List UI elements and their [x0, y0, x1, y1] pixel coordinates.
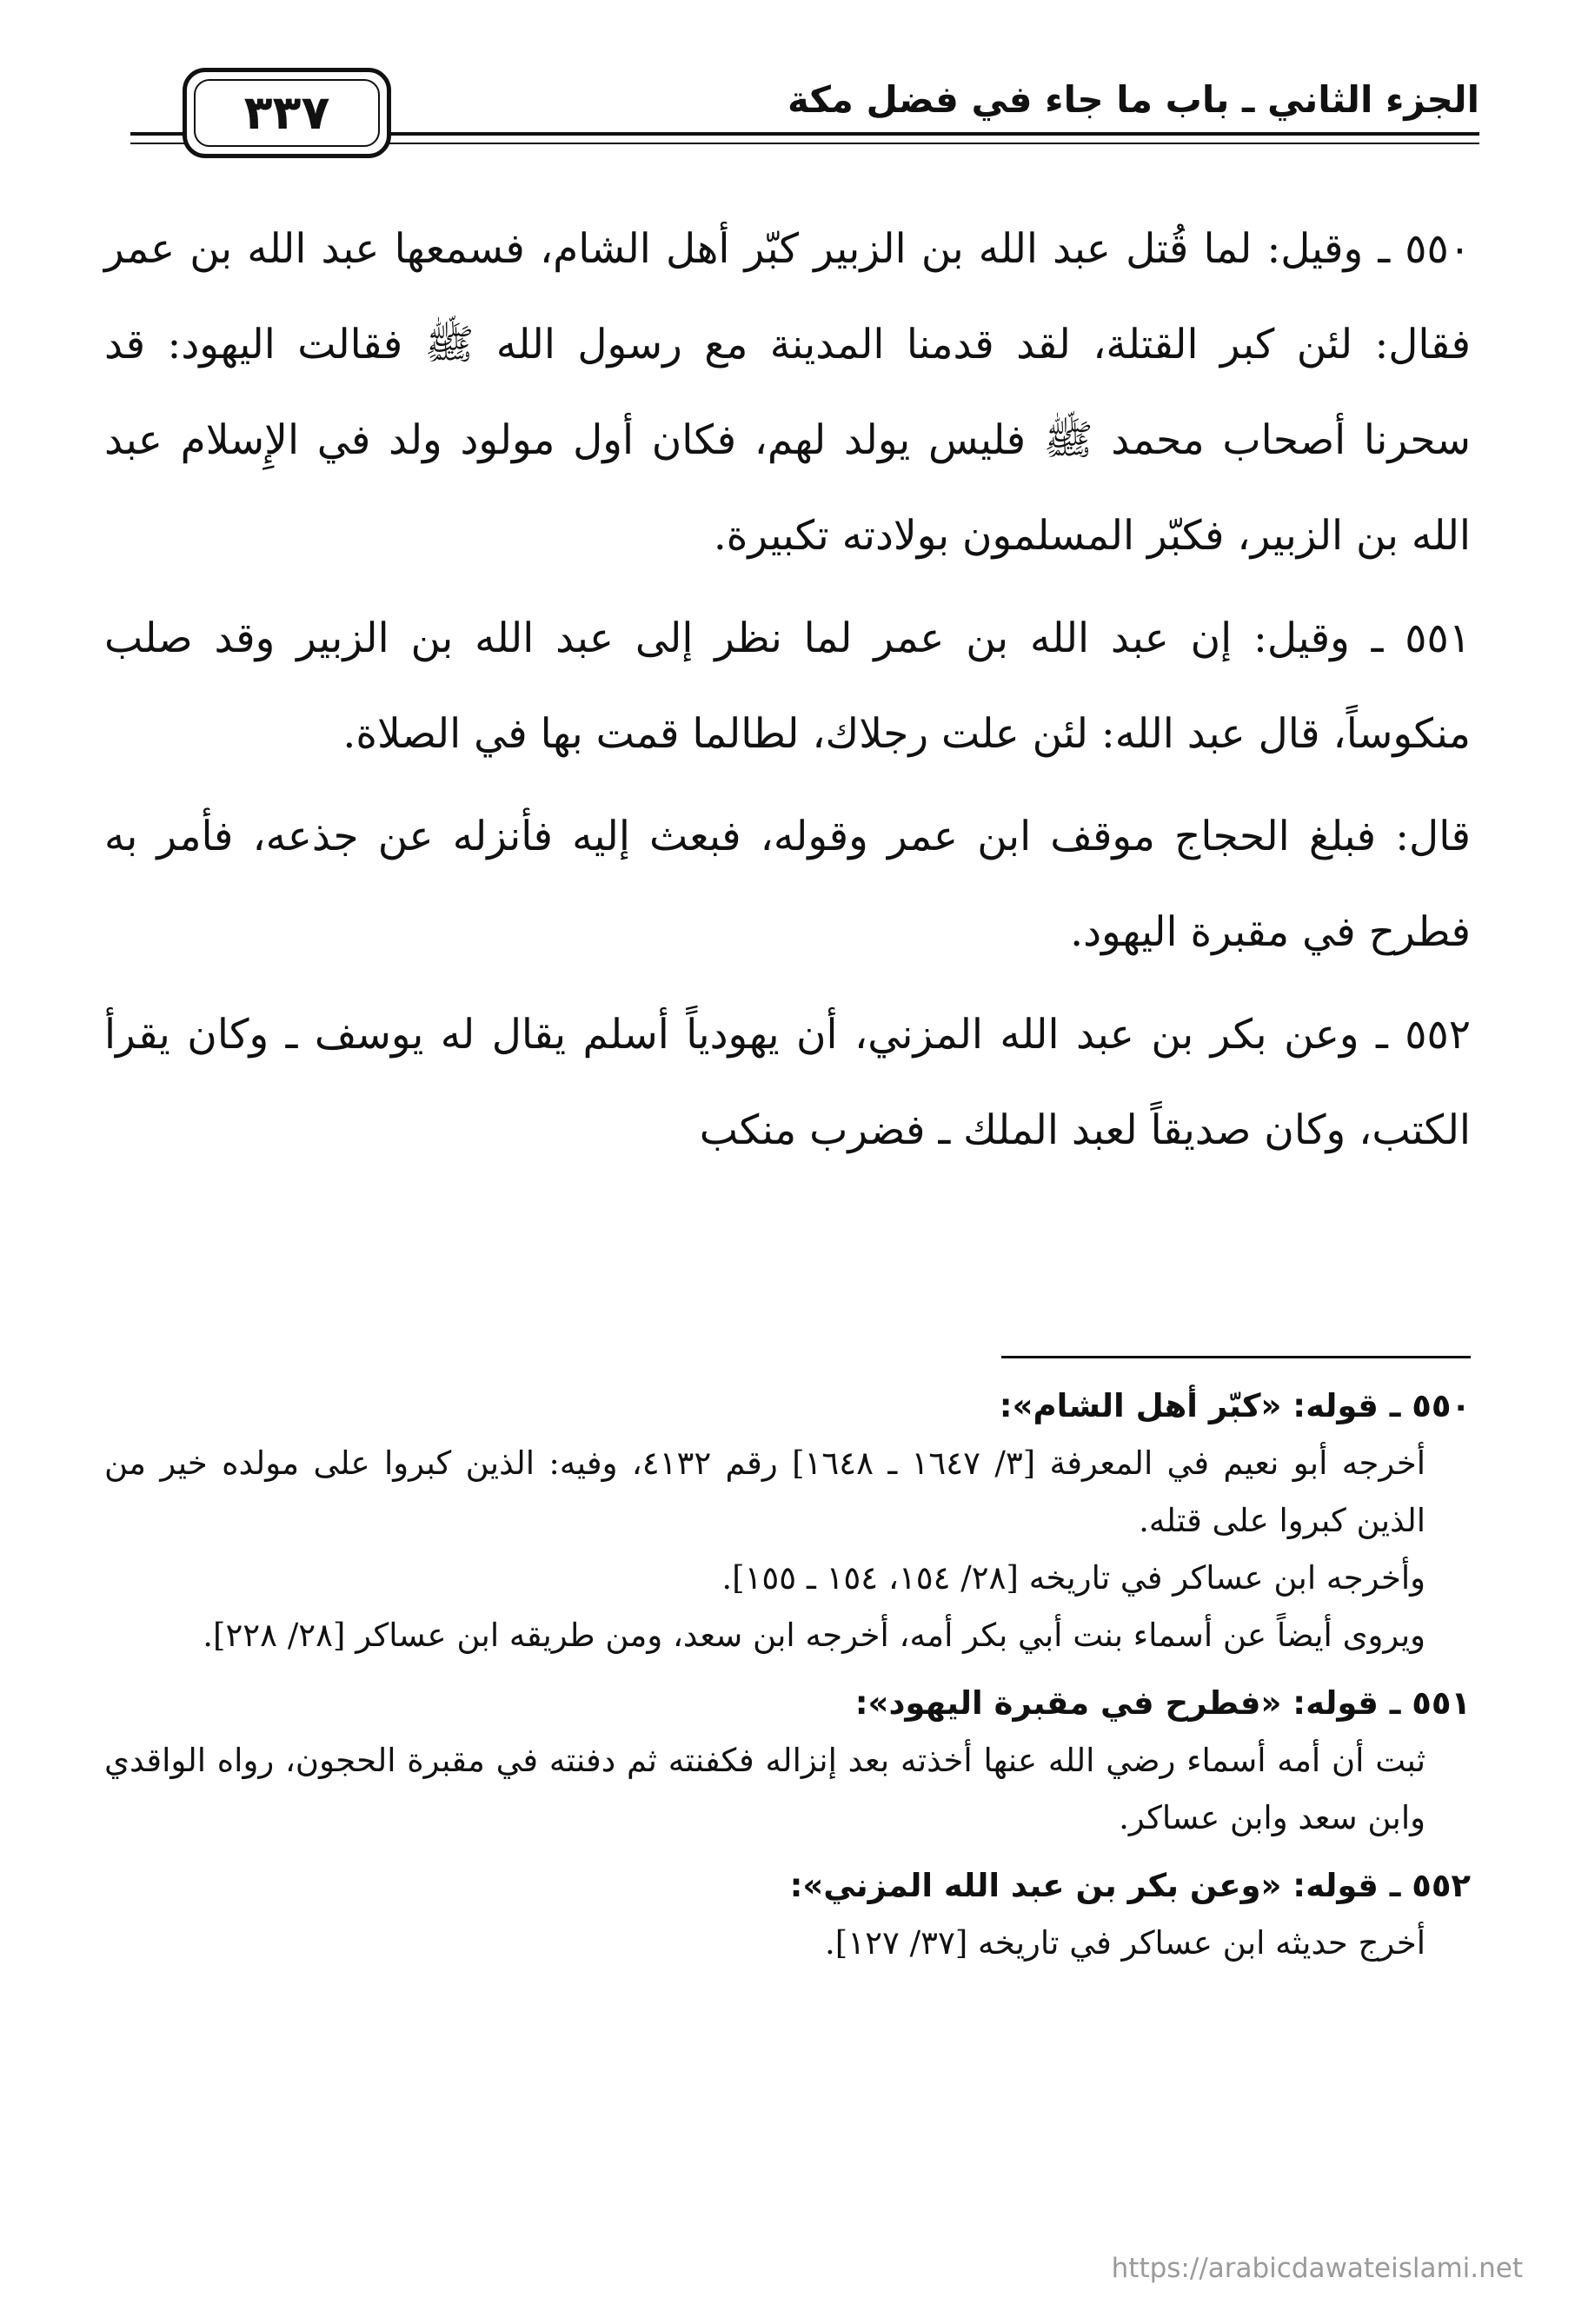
footnote-line: وأخرجه ابن عساكر في تاريخه [٢٨/ ١٥٤، ١٥٤ ـ ١٥٥]. — [721, 1559, 1425, 1597]
footnote-line: ثبت أن أمه أسماء رضي الله عنها أخذته بعد إنزاله فكفنته ثم دفنته في مقبرة الحجون، رواه الواقدي وابن سعد وابن عساكر. — [104, 1742, 1425, 1836]
page-number-frame — [183, 68, 391, 158]
footnote-551 — [104, 1675, 1471, 1847]
page-number: ٣٣٧ — [243, 85, 330, 140]
footnote-separator — [1001, 1356, 1471, 1358]
paragraph-551: ٥٥١ ـ وقيل: إن عبد الله بن عمر لما نظر إلى عبد الله بن الزبير وقد صلب منكوساً، قال عبد الله: لئن علت رجلاك، لطالما قمت بها في الصلاة. — [104, 614, 1471, 758]
paragraph-550: ٥٥٠ ـ وقيل: لما قُتل عبد الله بن الزبير كبّر أهل الشام، فسمعها عبد الله بن عمر فقال: لئن كبر القتلة، لقد قدمنا المدينة مع رسول الله ﷺ فقالت اليهود: قد سحرنا أصحاب محمد ﷺ فليس يولد لهم، فكان أول مولود ولد في الإِسلام عبد الله بن الزبير، فكبّر المسلمون بولادته تكبيرة. — [104, 225, 1471, 560]
footnote-heading: ٥٥٠ ـ قوله: «كبّر أهل الشام»: — [999, 1387, 1471, 1424]
footnote-line: ويروى أيضاً عن أسماء بنت أبي بكر أمه، أخرجه ابن سعد، ومن طريقه ابن عساكر [٢٨/ ٢٢٨]. — [203, 1617, 1425, 1654]
main-text — [104, 202, 1471, 1185]
footnote-line: أخرجه أبو نعيم في المعرفة [٣/ ١٦٤٧ ـ ١٦٤٨] رقم ٤١٣٢، وفيه: الذين كبروا على مولده خير من الذين كبروا على قتله. — [104, 1444, 1425, 1539]
page-number-inner-frame — [194, 79, 380, 147]
site-watermark: https://arabicdawateislami.net — [1111, 2253, 1523, 2284]
footnote-550 — [104, 1378, 1471, 1664]
footnote-line: أخرج حديثه ابن عساكر في تاريخه [٣٧/ ١٢٧]. — [825, 1924, 1425, 1962]
footnote-heading: ٥٥٢ ـ قوله: «وعن بكر بن عبد الله المزني»: — [789, 1867, 1471, 1904]
running-header — [130, 61, 1479, 165]
footnotes — [104, 1378, 1471, 1982]
footnote-552 — [104, 1857, 1471, 1972]
paragraph-551-continued: قال: فبلغ الحجاج موقف ابن عمر وقوله، فبعث إليه فأنزله عن جذعه، فأمر به فطرح في مقبرة اليهود. — [104, 813, 1471, 956]
paragraph-552: ٥٥٢ ـ وعن بكر بن عبد الله المزني، أن يهودياً أسلم يقال له يوسف ـ وكان يقرأ الكتب، وكان صديقاً لعبد الملك ـ فضرب منكب — [104, 1011, 1471, 1154]
footnote-heading: ٥٥١ ـ قوله: «فطرح في مقبرة اليهود»: — [854, 1684, 1471, 1722]
header-title: الجزء الثاني ـ باب ما جاء في فضل مكة — [787, 78, 1479, 121]
